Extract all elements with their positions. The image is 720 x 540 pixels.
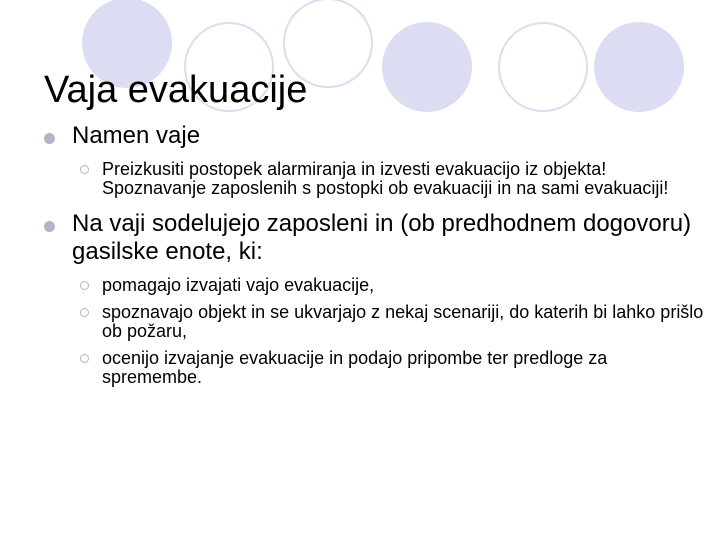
sublist-item bbox=[44, 276, 704, 295]
list-item-namen-vaje bbox=[44, 122, 704, 150]
hollow-bullet-icon bbox=[80, 308, 89, 317]
sublist-item-text: Preizkusiti postopek alarmiranja in izvesti evakuacijo iz objekta! Spoznavanje zaposlenih s postopki ob evakuaciji in na sami evakuaciji! bbox=[102, 159, 669, 198]
sublist-item-text: pomagajo izvajati vajo evakuacije, bbox=[102, 275, 375, 295]
hollow-bullet-icon bbox=[80, 354, 89, 363]
sublist-namen-vaje bbox=[44, 160, 704, 198]
decor-circle-2 bbox=[382, 22, 472, 112]
sublist-na-vaji bbox=[44, 276, 704, 387]
sublist-item bbox=[44, 160, 704, 198]
list-item-text: Na vaji sodelujejo zaposleni in (ob predhodnem dogovoru) gasilske enote, ki: bbox=[72, 210, 692, 265]
decor-ring-3 bbox=[498, 22, 588, 112]
bullet-icon bbox=[44, 133, 55, 144]
sublist-item bbox=[44, 349, 704, 387]
sublist-item-text: spoznavajo objekt in se ukvarjajo z nekaj scenariji, do katerih bi lahko prišlo ob požaru, bbox=[102, 302, 704, 341]
sublist-item bbox=[44, 303, 704, 341]
list-item-text: Namen vaje bbox=[72, 122, 201, 149]
sublist-item-text: ocenijo izvajanje evakuacije in podajo pripombe ter predloge za spremembe. bbox=[102, 348, 608, 387]
bullet-list bbox=[44, 122, 704, 387]
hollow-bullet-icon bbox=[80, 281, 89, 290]
bullet-icon bbox=[44, 221, 55, 232]
list-item-na-vaji bbox=[44, 210, 704, 266]
decor-circle-3 bbox=[594, 22, 684, 112]
hollow-bullet-icon bbox=[80, 165, 89, 174]
slide-title: Vaja evakuacije bbox=[44, 69, 308, 111]
